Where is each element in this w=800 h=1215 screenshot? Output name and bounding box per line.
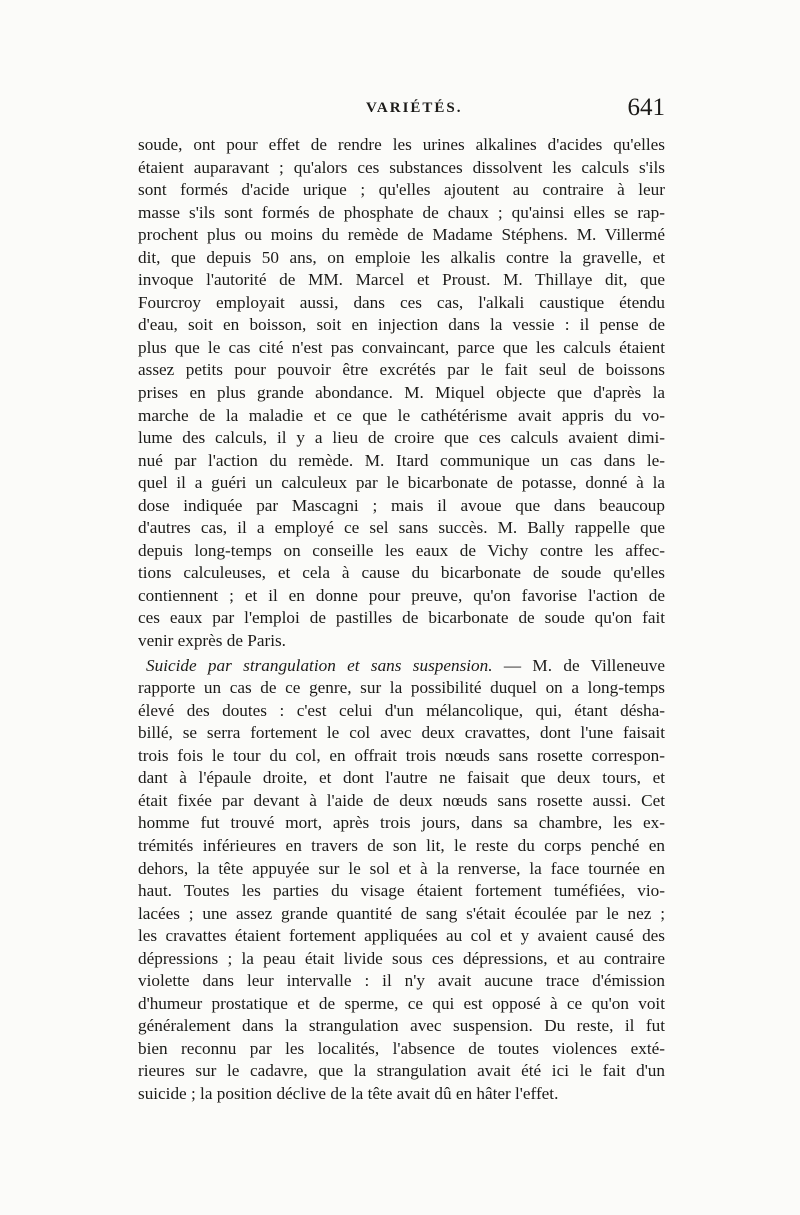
text-line: étaient auparavant ; qu'alors ces substances dissolvent les calculs s'ils xyxy=(138,157,665,177)
text-line: dehors, la tête appuyée sur le sol et à la renverse, la face tournée en xyxy=(138,858,665,878)
running-head xyxy=(138,96,665,134)
text-line: prises en plus grande abondance. M. Miquel objecte que d'après la xyxy=(138,383,665,403)
text-line: nué par l'action du remède. M. Itard communique un cas dans le- xyxy=(138,450,665,470)
text-line: élevé des doutes : c'est celui d'un mélancolique, qui, étant désha- xyxy=(138,700,665,720)
text-line: trémités inférieures en travers de son lit, le reste du corps penché en xyxy=(138,835,665,855)
text-line: ces eaux par l'emploi de pastilles de bicarbonate de soude qu'on fait xyxy=(138,608,665,628)
text-line: invoque l'autorité de MM. Marcel et Proust. M. Thillaye dit, que xyxy=(138,270,665,290)
text-line: lume des calculs, il y a lieu de croire que ces calculs avaient dimi- xyxy=(138,428,665,448)
text-line: rieures sur le cadavre, que la strangulation avait été ici le fait d'un xyxy=(138,1061,665,1081)
text-line: lacées ; une assez grande quantité de sang s'était écoulée par le nez ; xyxy=(138,903,665,923)
text-line: d'eau, soit en boisson, soit en injection dans la vessie : il pense de xyxy=(138,315,665,335)
text-line: prochent plus ou moins du remède de Madame Stéphens. M. Villermé xyxy=(138,225,665,245)
page-number: 641 xyxy=(627,94,665,121)
text-line: rapporte un cas de ce genre, sur la possibilité duquel on a long-temps xyxy=(138,678,665,698)
text-line: était fixée par devant à l'aide de deux nœuds sans rosette aussi. Cet xyxy=(138,790,665,810)
text-line: plus que le cas cité n'est pas convaincant, parce que les calculs étaient xyxy=(138,337,665,357)
text-line: généralement dans la strangulation avec suspension. Du reste, il fut xyxy=(138,1016,665,1036)
text-line: dit, que depuis 50 ans, on emploie les alkalis contre la gravelle, et xyxy=(138,247,665,267)
text-line: dépressions ; la peau était livide sous ces dépressions, et au contraire xyxy=(138,948,665,968)
text-line: bien reconnu par les localités, l'absence de toutes violences exté- xyxy=(138,1038,665,1058)
text-line: tions calculeuses, et cela à cause du bicarbonate de soude qu'elles xyxy=(138,563,665,583)
text-line: venir exprès de Paris. xyxy=(138,631,286,651)
text-line: d'autres cas, il a employé ce sel sans succès. M. Bally rappelle que xyxy=(138,518,665,538)
text-line: marche de la maladie et ce que le cathétérisme avait appris du vo- xyxy=(138,405,665,425)
text-line: violette dans leur intervalle : il n'y avait aucune trace d'émission xyxy=(138,971,665,991)
text-line: soude, ont pour effet de rendre les urines alkalines d'acides qu'elles xyxy=(138,135,665,154)
paragraph-remedes-alkalins xyxy=(138,134,665,653)
text-line: Fourcroy employait aussi, dans ces cas, l'alkali caustique étendu xyxy=(138,292,665,312)
section-title: Suicide par strangulation et sans suspension. xyxy=(146,655,493,675)
text-line: assez petits pour pouvoir être excrétés par le fait seul de boissons xyxy=(138,360,665,380)
text-line: contiennent ; et il en donne pour preuve, qu'on favorise l'action de xyxy=(138,585,665,605)
running-title: VARIÉTÉS. xyxy=(366,100,463,116)
text-line: quel il a guéri un calculeux par le bicarbonate de potasse, donné à la xyxy=(138,473,665,493)
text-line: trois fois le tour du col, en offrait trois nœuds sans rosette correspon- xyxy=(138,745,665,765)
text-line: sont formés d'acide urique ; qu'elles ajoutent au contraire à leur xyxy=(138,180,665,200)
text-line: homme fut trouvé mort, après trois jours, dans sa chambre, les ex- xyxy=(138,813,665,833)
document-page xyxy=(138,96,665,1106)
text-line: masse s'ils sont formés de phosphate de chaux ; qu'ainsi elles se rap- xyxy=(138,202,665,222)
text-line: d'humeur prostatique et de sperme, ce qui est opposé à ce qu'on voit xyxy=(138,993,665,1013)
paragraph-suicide-strangulation xyxy=(138,655,665,1106)
text-line: haut. Toutes les parties du visage étaient fortement tuméfiées, vio- xyxy=(138,881,665,901)
text-line: depuis long-temps on conseille les eaux de Vichy contre les affec- xyxy=(138,540,665,560)
text-line: les cravattes étaient fortement appliquées au col et y avaient causé des xyxy=(138,926,665,946)
text-line: billé, se serra fortement le col avec deux cravattes, dont l'une faisait xyxy=(138,723,665,743)
text-line: suicide ; la position déclive de la tête avait dû en hâter l'effet. xyxy=(138,1083,559,1103)
text-line: dant à l'épaule droite, et dont l'autre ne faisait que deux tours, et xyxy=(138,768,665,788)
section-heading-line xyxy=(138,655,665,678)
section-title-continuation: — M. de Villeneuve xyxy=(492,655,665,675)
text-line: dose indiquée par Mascagni ; mais il avoue que dans beaucoup xyxy=(138,495,665,515)
